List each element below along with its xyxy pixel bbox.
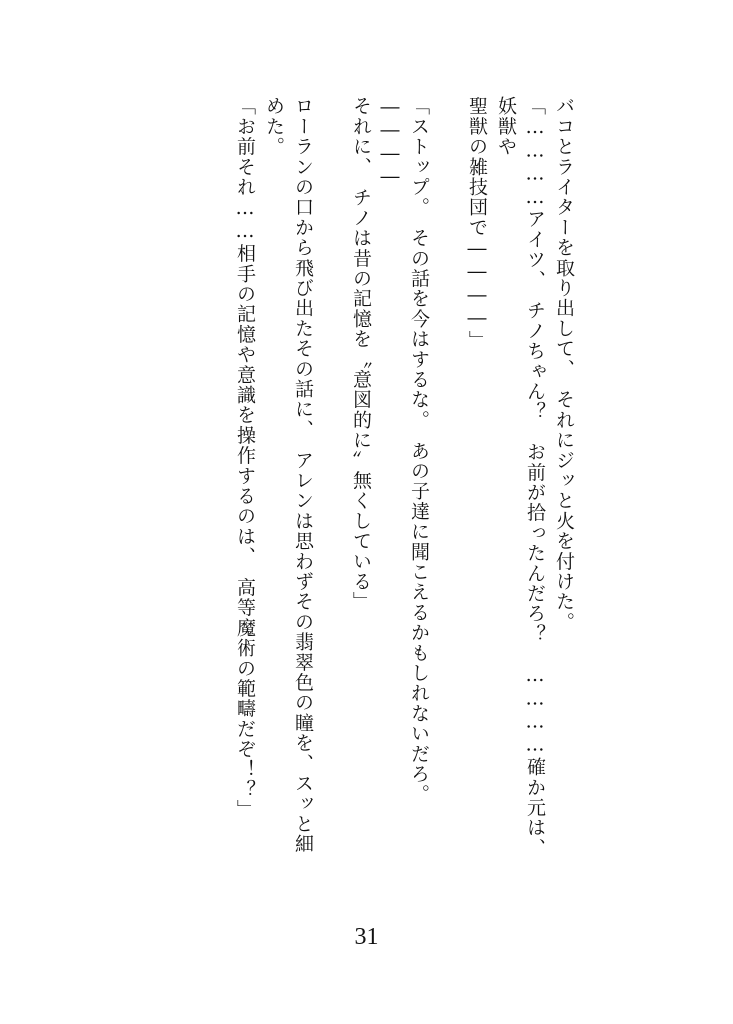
text-line-6: それに、 チノは昔の記憶を〝意図的に〟無くしている」: [350, 96, 372, 612]
text-line-2: 「…………アイツ、 チノちゃん？ お前が拾ったんだろ？ …………確か元は、 妖獣や: [495, 96, 546, 869]
text-line-9: 「お前それ……相手の記憶や意識を操作するのは、 高等魔術の範疇だぞ！？」: [234, 96, 256, 820]
text-line-1: バコとライターを取り出して、 それにジッと火を付けた。: [553, 96, 575, 632]
text-line-3: 聖獣の雑技団で――――」: [466, 96, 488, 351]
vertical-text-block: [138, 96, 578, 869]
blank-line: [317, 96, 346, 856]
page-number: 31: [354, 924, 379, 950]
text-line-5: 「ストップ。 その話を今はするな。 あの子達に聞こえるかもしれないだろ。 ――――: [379, 96, 430, 815]
blank-line: [433, 96, 462, 856]
text-line-8: ローランの口から飛び出たその話に、 アレンは思わずその翡翠色の瞳を、スッと細めた。: [263, 96, 314, 855]
